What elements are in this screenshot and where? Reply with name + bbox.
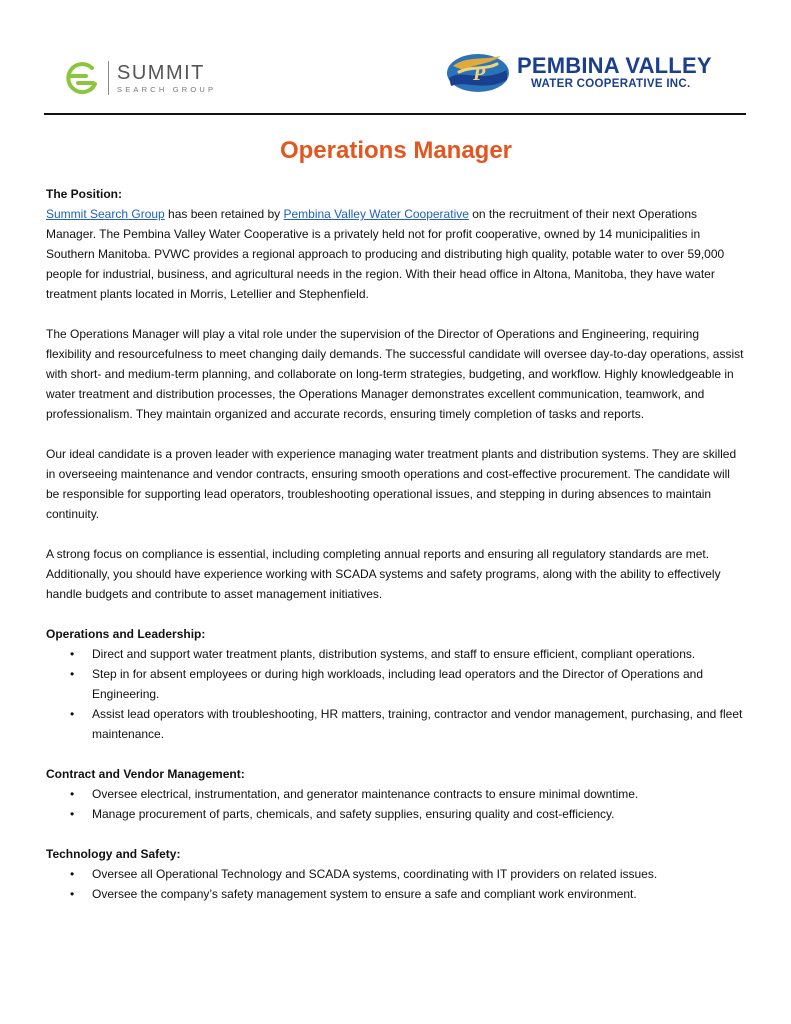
list-item: • Oversee electrical, instrumentation, and generator maintenance contracts to ensure minimal downtime.	[46, 784, 746, 804]
bullet-icon: •	[70, 867, 75, 881]
bullet-icon: •	[70, 707, 75, 721]
section-heading: Contract and Vendor Management:	[46, 767, 245, 781]
position-paragraph-2: The Operations Manager will play a vital role under the supervision of the Director of Operations and Engineering, requiring flexibility and resourcefulness to meet changing daily demands. The successful candidate will oversee day-to-day operations, assist with short- and medium-term planning, and collaborate on long-term strategies, budgeting, and workflow. Highly knowledgeable in water treatment and distribution processes, the Operations Manager demonstrates excellent communication, teamwork, and professionalism. They maintain organized and accurate records, ensuring timely completion of tasks and reports.	[46, 327, 744, 421]
bullet-icon: •	[70, 807, 75, 821]
contract-vendor-list	[46, 784, 746, 824]
list-item: • Oversee the company’s safety management system to ensure a safe and compliant work environment.	[46, 884, 746, 904]
pembina-valley-name: PEMBINA VALLEY	[517, 53, 712, 78]
position-paragraph-3: Our ideal candidate is a proven leader with experience managing water treatment plants and distribution systems. They are skilled in overseeing maintenance and vendor contracts, ensuring smooth operations and cost-effective procurement. The candidate will be responsible for supporting lead operators, troubleshooting operational issues, and stepping in during absences to maintain continuity.	[46, 447, 737, 521]
logo-divider	[108, 61, 109, 95]
summit-name: SUMMIT	[117, 61, 205, 84]
position-p1-rest: on the recruitment of their next Operations Manager. The Pembina Valley Water Cooperative is a privately held not for profit cooperative, owned by 14 municipalities in Southern Manitoba. PVWC provides a regional approach to producing and distributing high quality, potable water to over 59,000 people for industrial, business, and agricultural needs in the region. With their head office in Altona, Manitoba, they have water treatment plants located in Morris, Letellier and Stephenfield.	[46, 207, 725, 301]
page-title: Operations Manager	[279, 137, 513, 164]
pembina-valley-subtitle: WATER COOPERATIVE INC.	[531, 78, 691, 90]
svg-text:P: P	[473, 63, 486, 85]
bullet-icon: •	[70, 887, 75, 901]
list-item: • Step in for absent employees or during high workloads, including lead operators and the Director of Operations and Engineering.	[46, 664, 746, 704]
section-heading: Technology and Safety:	[46, 847, 181, 861]
pembina-valley-emblem-icon	[445, 50, 511, 96]
page-header	[0, 0, 791, 116]
summit-subtitle: SEARCH GROUP	[117, 84, 217, 94]
list-item: • Assist lead operators with troubleshooting, HR matters, training, contractor and vendor management, purchasing, and fleet maintenance.	[46, 704, 746, 744]
operations-leadership-list	[46, 644, 746, 744]
document-body	[46, 138, 746, 904]
pembina-valley-logo	[445, 50, 712, 96]
list-item: • Manage procurement of parts, chemicals, and safety supplies, ensuring quality and cost-efficiency.	[46, 804, 746, 824]
bullet-icon: •	[70, 667, 75, 681]
position-paragraph-4: A strong focus on compliance is essential, including completing annual reports and ensuring all regulatory standards are met. Additionally, you should have experience working with SCADA systems and safety programs, along with the ability to effectively handle budgets and contribute to asset management initiatives.	[46, 547, 721, 601]
section-heading: Operations and Leadership:	[46, 627, 206, 641]
list-item: • Oversee all Operational Technology and SCADA systems, coordinating with IT providers on related issues.	[46, 864, 746, 884]
technology-safety-list	[46, 864, 746, 904]
header-rule	[44, 113, 746, 115]
bullet-icon: •	[70, 787, 75, 801]
position-paragraph-1	[46, 204, 746, 304]
operations-leadership-section	[46, 624, 746, 744]
position-p1-mid: has been retained by	[164, 207, 284, 221]
list-item: • Direct and support water treatment plants, distribution systems, and staff to ensure efficient, compliant operations.	[46, 644, 746, 664]
pembina-valley-link[interactable]: Pembina Valley Water Cooperative	[283, 207, 469, 221]
bullet-icon: •	[70, 647, 75, 661]
summit-search-group-logo	[62, 58, 216, 98]
summit-search-group-link[interactable]: Summit Search Group	[46, 207, 165, 221]
contract-vendor-section	[46, 764, 746, 824]
summit-logo-icon	[62, 58, 102, 98]
technology-safety-section	[46, 844, 746, 904]
position-heading: The Position:	[46, 187, 122, 201]
